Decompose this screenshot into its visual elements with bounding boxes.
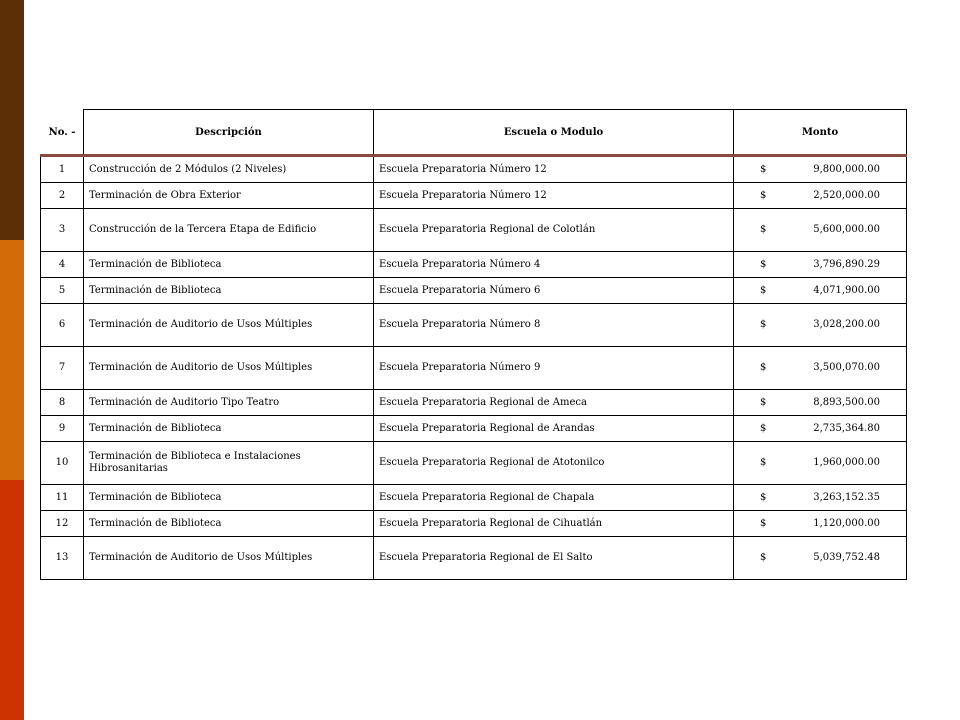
cell-monto	[734, 416, 907, 442]
amount-value: 2,735,364.80	[813, 422, 880, 434]
cell-escuela: Escuela Preparatoria Regional de Ameca	[374, 390, 734, 416]
table-row	[41, 511, 907, 537]
cell-descripcion: Terminación de Auditorio de Usos Múltiples	[84, 304, 374, 347]
table-row	[41, 183, 907, 209]
cell-no: 11	[41, 485, 84, 511]
cell-no: 5	[41, 278, 84, 304]
cell-no: 4	[41, 252, 84, 278]
header-escuela: Escuela o Modulo	[374, 110, 734, 156]
currency-symbol: $	[760, 396, 767, 408]
cell-escuela: Escuela Preparatoria Número 12	[374, 183, 734, 209]
cell-monto	[734, 209, 907, 252]
cell-no: 8	[41, 390, 84, 416]
cell-escuela: Escuela Preparatoria Regional de El Salto	[374, 537, 734, 580]
cell-no: 6	[41, 304, 84, 347]
currency-symbol: $	[760, 517, 767, 529]
cell-escuela: Escuela Preparatoria Regional de Atotonilco	[374, 442, 734, 485]
cell-escuela: Escuela Preparatoria Regional de Colotlán	[374, 209, 734, 252]
cell-monto	[734, 278, 907, 304]
cell-monto	[734, 442, 907, 485]
currency-symbol: $	[760, 362, 767, 373]
currency-symbol: $	[760, 258, 767, 270]
cell-descripcion: Terminación de Auditorio de Usos Múltiples	[84, 347, 374, 390]
table-body	[41, 156, 907, 580]
cell-monto	[734, 156, 907, 183]
table-row	[41, 252, 907, 278]
header-descripcion: Descripción	[84, 110, 374, 156]
cell-monto	[734, 511, 907, 537]
cell-escuela: Escuela Preparatoria Regional de Arandas	[374, 416, 734, 442]
cell-escuela: Escuela Preparatoria Número 6	[374, 278, 734, 304]
cell-no: 7	[41, 347, 84, 390]
amount-value: 3,500,070.00	[813, 362, 880, 373]
table-row	[41, 278, 907, 304]
cell-descripcion: Terminación de Obra Exterior	[84, 183, 374, 209]
amount-value: 3,263,152.35	[813, 491, 880, 503]
cell-descripcion: Terminación de Biblioteca	[84, 511, 374, 537]
projects-table-container	[40, 109, 906, 580]
decorative-side-bar-bottom	[0, 480, 24, 720]
table-row	[41, 390, 907, 416]
cell-no: 3	[41, 209, 84, 252]
cell-escuela: Escuela Preparatoria Número 4	[374, 252, 734, 278]
cell-escuela: Escuela Preparatoria Número 9	[374, 347, 734, 390]
cell-escuela: Escuela Preparatoria Número 12	[374, 156, 734, 183]
table-row	[41, 442, 907, 485]
cell-no: 12	[41, 511, 84, 537]
cell-no: 10	[41, 442, 84, 485]
cell-descripcion: Terminación de Biblioteca	[84, 485, 374, 511]
cell-monto	[734, 390, 907, 416]
decorative-side-bar-middle	[0, 240, 24, 480]
currency-symbol: $	[760, 491, 767, 503]
cell-descripcion: Terminación de Biblioteca	[84, 416, 374, 442]
decorative-side-bar-top	[0, 0, 24, 240]
header-monto: Monto	[734, 110, 907, 156]
currency-symbol: $	[760, 284, 767, 296]
amount-value: 5,039,752.48	[813, 552, 880, 563]
cell-escuela: Escuela Preparatoria Regional de Chapala	[374, 485, 734, 511]
amount-value: 1,960,000.00	[813, 457, 880, 468]
amount-value: 5,600,000.00	[813, 224, 880, 235]
cell-monto	[734, 347, 907, 390]
amount-value: 2,520,000.00	[813, 189, 880, 201]
currency-symbol: $	[760, 457, 767, 468]
currency-symbol: $	[760, 319, 767, 330]
cell-monto	[734, 485, 907, 511]
currency-symbol: $	[760, 163, 767, 175]
currency-symbol: $	[760, 189, 767, 201]
table-row	[41, 304, 907, 347]
cell-no: 9	[41, 416, 84, 442]
cell-monto	[734, 183, 907, 209]
cell-descripcion: Construcción de 2 Módulos (2 Niveles)	[84, 156, 374, 183]
cell-monto	[734, 252, 907, 278]
header-no: No. -	[41, 110, 84, 156]
projects-table	[40, 109, 907, 580]
cell-monto	[734, 304, 907, 347]
amount-value: 9,800,000.00	[813, 163, 880, 175]
cell-no: 1	[41, 156, 84, 183]
currency-symbol: $	[760, 552, 767, 563]
table-row	[41, 347, 907, 390]
amount-value: 3,028,200.00	[813, 319, 880, 330]
amount-value: 1,120,000.00	[813, 517, 880, 529]
table-row	[41, 209, 907, 252]
currency-symbol: $	[760, 224, 767, 235]
cell-descripcion: Terminación de Auditorio Tipo Teatro	[84, 390, 374, 416]
amount-value: 4,071,900.00	[813, 284, 880, 296]
cell-descripcion: Terminación de Auditorio de Usos Múltiples	[84, 537, 374, 580]
table-header-row	[41, 110, 907, 156]
cell-no: 2	[41, 183, 84, 209]
cell-descripcion: Terminación de Biblioteca	[84, 252, 374, 278]
table-row	[41, 416, 907, 442]
currency-symbol: $	[760, 422, 767, 434]
cell-descripcion: Terminación de Biblioteca e Instalaciones Hibrosanitarias	[84, 442, 374, 485]
table-row	[41, 537, 907, 580]
cell-escuela: Escuela Preparatoria Regional de Cihuatlán	[374, 511, 734, 537]
cell-monto	[734, 537, 907, 580]
cell-descripcion: Terminación de Biblioteca	[84, 278, 374, 304]
table-row	[41, 156, 907, 183]
table-row	[41, 485, 907, 511]
cell-descripcion: Construcción de la Tercera Etapa de Edificio	[84, 209, 374, 252]
cell-no: 13	[41, 537, 84, 580]
cell-escuela: Escuela Preparatoria Número 8	[374, 304, 734, 347]
amount-value: 3,796,890.29	[813, 258, 880, 270]
amount-value: 8,893,500.00	[813, 396, 880, 408]
